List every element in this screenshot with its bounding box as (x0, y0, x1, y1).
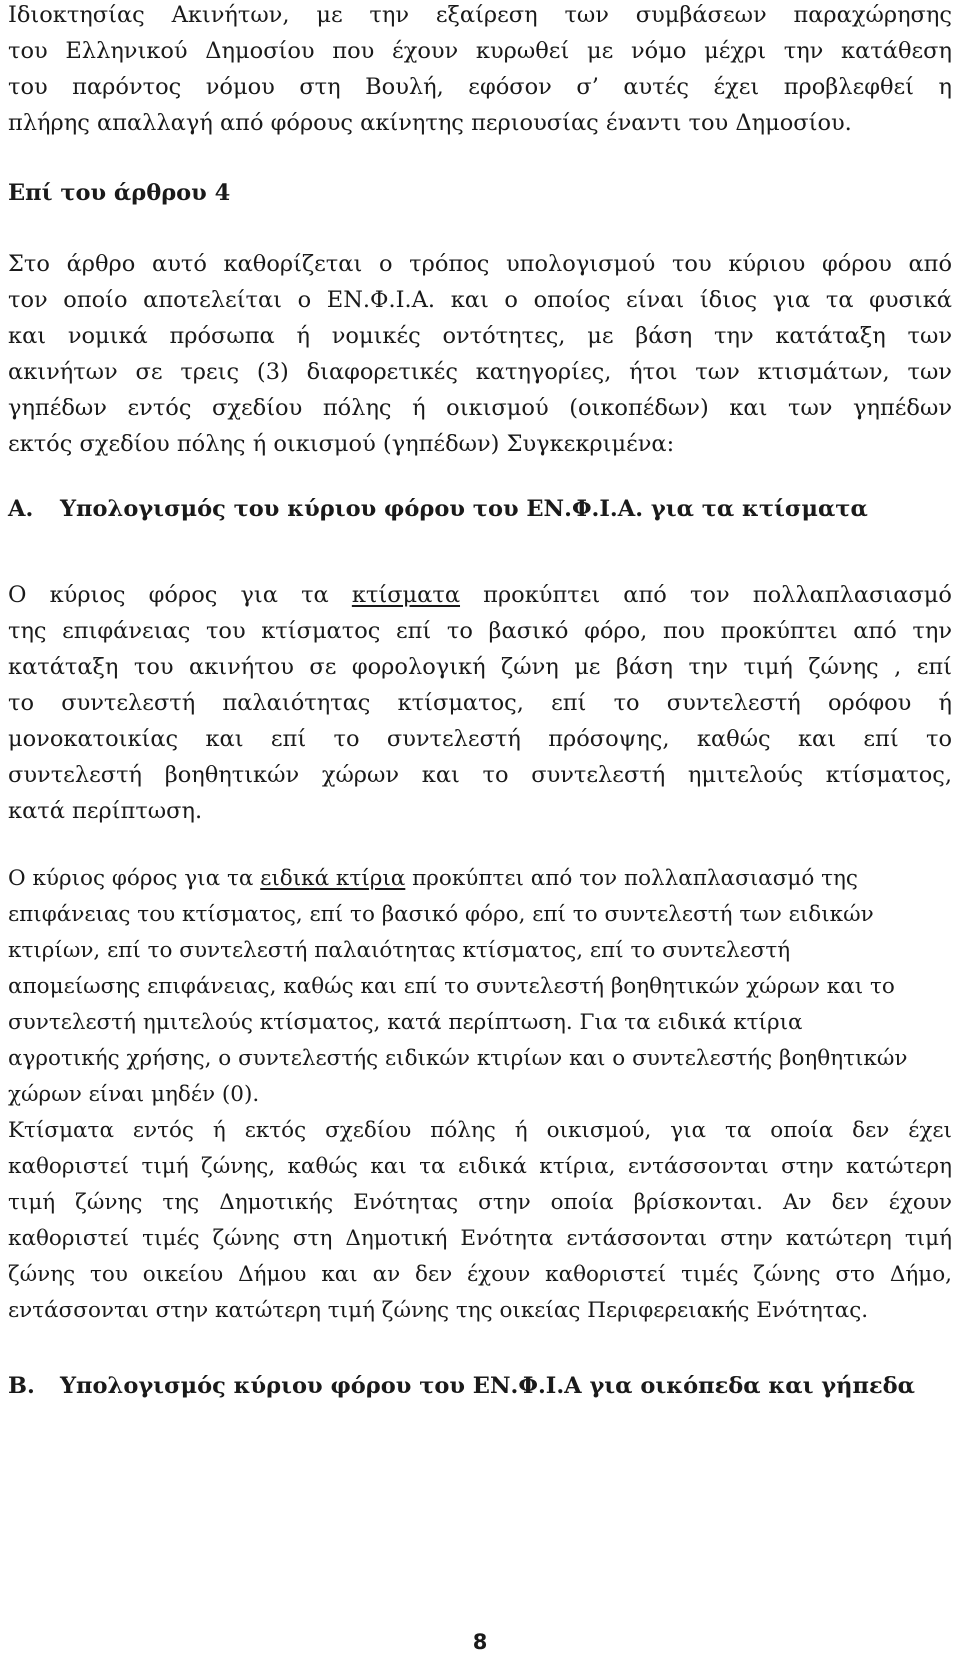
paragraph-line: συντελεστή βοηθητικών χώρων και το συντελεστή ημιτελούς κτίσματος, (8, 762, 952, 788)
paragraph-line: εκτός σχεδίου πόλης ή οικισμού (γηπέδων) Συγκεκριμένα: (8, 431, 675, 457)
paragraph-line: πλήρης απαλλαγή από φόρους ακίνητης περιουσίας έναντι του Δημοσίου. (8, 110, 852, 136)
paragraph-line: απομείωσης επιφάνειας, καθώς και επί το συντελεστή βοηθητικών χώρων και το (8, 974, 895, 999)
section-b-heading (8, 1375, 952, 1398)
paragraph-line: κατά περίπτωση. (8, 798, 203, 824)
text-run: Ο κύριος φόρος για τα (8, 866, 261, 891)
paragraph-line (8, 868, 952, 890)
document-page (8, 0, 952, 1655)
section-title: Υπολογισμός κύριου φόρου του ΕΝ.Φ.Ι.Α για οικόπεδα και γήπεδα (60, 1373, 915, 1399)
paragraph-line: και νομικά πρόσωπα ή νομικές οντότητες, με βάση την κατάταξη των (8, 323, 952, 349)
paragraph-line (8, 584, 952, 607)
text-run: Ο κύριος φόρος για τα (8, 582, 352, 608)
paragraph-line: καθοριστεί τιμές ζώνης στη Δημοτική Ενότητα εντάσσονται στην κατώτερη τιμή (8, 1226, 952, 1251)
paragraph-line: κατάταξη του ακινήτου σε φορολογική ζώνη με βάση την τιμή ζώνης , επί (8, 654, 952, 680)
paragraph-line: τιμή ζώνης της Δημοτικής Ενότητας στην οποία βρίσκονται. Αν δεν έχουν (8, 1190, 952, 1215)
underlined-term: ειδικά κτίρια (260, 866, 406, 891)
article-heading: Επί του άρθρου 4 (8, 180, 231, 206)
paragraph-line: Ιδιοκτησίας Ακινήτων, με την εξαίρεση των συμβάσεων παραχώρησης (8, 2, 952, 28)
paragraph-line: κτιρίων, επί το συντελεστή παλαιότητας κτίσματος, επί το συντελεστή (8, 938, 791, 963)
paragraph-line: Στο άρθρο αυτό καθορίζεται ο τρόπος υπολογισμού του κύριου φόρου από (8, 251, 952, 277)
section-letter: Α. (8, 496, 34, 522)
paragraph-line: τον οποίο αποτελείται ο ΕΝ.Φ.Ι.Α. και ο οποίος είναι ίδιος για τα φυσικά (8, 287, 952, 313)
section-letter: Β. (8, 1373, 35, 1399)
paragraph-line: της επιφάνειας του κτίσματος επί το βασικό φόρο, που προκύπτει από την (8, 618, 952, 644)
paragraph-line: συντελεστή ημιτελούς κτίσματος, κατά περίπτωση. Για τα ειδικά κτίρια (8, 1010, 803, 1035)
paragraph-line: επιφάνειας του κτίσματος, επί το βασικό φόρο, επί το συντελεστή των ειδικών (8, 902, 874, 927)
text-run: προκύπτει από τον πολλαπλασιασμό (460, 582, 952, 608)
underlined-term: κτίσματα (351, 582, 461, 608)
paragraph-line: γηπέδων εντός σχεδίου πόλης ή οικισμού (οικοπέδων) και των γηπέδων (8, 395, 952, 421)
paragraph-line: χώρων είναι μηδέν (0). (8, 1082, 260, 1107)
paragraph-line: καθοριστεί τιμή ζώνης, καθώς και τα ειδικά κτίρια, εντάσσονται στην κατώτερη (8, 1154, 952, 1179)
paragraph-line: εντάσσονται στην κατώτερη τιμή ζώνης της οικείας Περιφερειακής Ενότητας. (8, 1298, 869, 1323)
paragraph-line: ζώνης του οικείου Δήμου και αν δεν έχουν καθοριστεί τιμές ζώνης στο Δήμο, (8, 1262, 952, 1287)
paragraph-line: Κτίσματα εντός ή εκτός σχεδίου πόλης ή οικισμού, για τα οποία δεν έχει (8, 1118, 952, 1143)
paragraph-line: το συντελεστή παλαιότητας κτίσματος, επί το συντελεστή ορόφου ή (8, 690, 952, 716)
paragraph-line: μονοκατοικίας και επί το συντελεστή πρόσοψης, καθώς και επί το (8, 726, 952, 752)
text-run: προκύπτει από τον πολλαπλασιασμό της (405, 866, 858, 891)
paragraph-line: αγροτικής χρήσης, ο συντελεστής ειδικών κτιρίων και ο συντελεστής βοηθητικών (8, 1046, 908, 1071)
page-number: 8 (472, 1630, 488, 1654)
paragraph-line: ακινήτων σε τρεις (3) διαφορετικές κατηγορίες, ήτοι των κτισμάτων, των (8, 359, 952, 385)
section-a-heading (8, 498, 952, 521)
paragraph-line: του Ελληνικού Δημοσίου που έχουν κυρωθεί με νόμο μέχρι την κατάθεση (8, 38, 952, 64)
paragraph-line: του παρόντος νόμου στη Βουλή, εφόσον σ’ αυτές έχει προβλεφθεί η (8, 74, 952, 100)
section-title: Υπολογισμός του κύριου φόρου του ΕΝ.Φ.Ι.Α. για τα κτίσματα (60, 496, 868, 522)
